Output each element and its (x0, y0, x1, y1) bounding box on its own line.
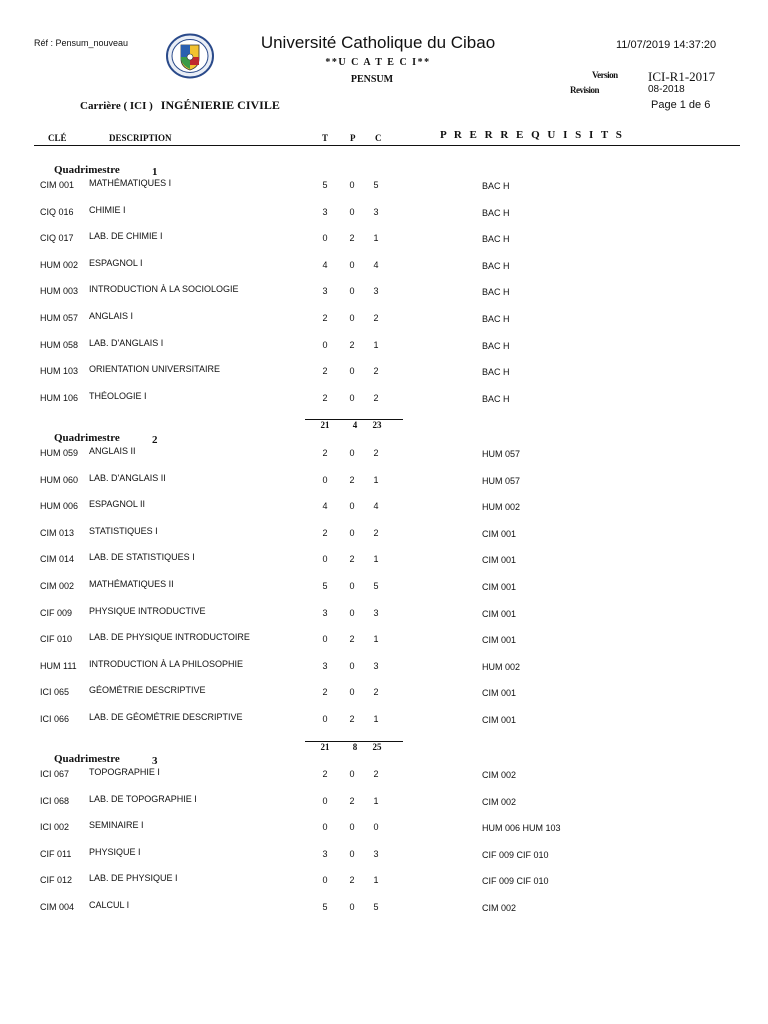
course-credits: 3 (373, 207, 379, 217)
course-credits: 4 (373, 501, 379, 511)
course-theory-hours: 5 (322, 581, 328, 591)
course-credits: 1 (373, 340, 379, 350)
course-practice-hours: 0 (349, 260, 355, 270)
course-theory-hours: 3 (322, 286, 328, 296)
course-description: STATISTIQUES I (89, 526, 158, 536)
course-practice-hours: 0 (349, 366, 355, 376)
course-prerequisites: HUM 002 (482, 502, 521, 512)
course-prerequisites: HUM 057 (482, 449, 521, 459)
version-value: ICI-R1-2017 (648, 69, 716, 84)
course-description: PHYSIQUE I (89, 847, 141, 857)
quadrimester-label: Quadrimestre (54, 432, 120, 444)
course-description: LAB. DE PHYSIQUE I (89, 873, 178, 883)
course-code: ICI 067 (40, 769, 70, 779)
course-prerequisites: CIM 001 (482, 609, 517, 619)
revision-value: 08-2018 (648, 84, 685, 95)
course-description: SEMINAIRE I (89, 820, 144, 830)
course-credits: 1 (373, 233, 379, 243)
column-header-prereq: P R E R R E Q U I S I T S (440, 129, 625, 141)
course-description: INTRODUCTION À LA SOCIOLOGIE (89, 284, 239, 294)
university-seal-icon (165, 33, 215, 79)
course-theory-hours: 0 (322, 714, 328, 724)
course-description: CHIMIE I (89, 205, 126, 215)
course-code: CIF 012 (40, 875, 73, 885)
course-code: CIM 002 (40, 581, 75, 591)
course-credits: 2 (373, 769, 379, 779)
course-credits: 1 (373, 554, 379, 564)
course-practice-hours: 2 (349, 714, 355, 724)
course-description: THÉOLOGIE I (89, 391, 147, 401)
course-practice-hours: 2 (349, 554, 355, 564)
course-code: CIF 011 (40, 849, 72, 859)
course-credits: 2 (373, 393, 379, 403)
course-code: HUM 002 (40, 260, 79, 270)
course-theory-hours: 4 (322, 260, 328, 270)
career-label: Carrière ( ICI ) (80, 100, 153, 112)
page-indicator: Page 1 de 6 (651, 99, 711, 111)
course-code: HUM 106 (40, 393, 79, 403)
column-header-p: P (350, 133, 356, 143)
course-credits: 3 (373, 661, 379, 671)
course-practice-hours: 0 (349, 769, 355, 779)
course-prerequisites: CIM 001 (482, 715, 517, 725)
course-credits: 2 (373, 366, 379, 376)
course-theory-hours: 4 (322, 501, 328, 511)
course-practice-hours: 2 (349, 233, 355, 243)
quadrimester-number: 3 (152, 755, 158, 767)
course-theory-hours: 2 (322, 528, 328, 538)
total-practice-hours: 4 (352, 420, 358, 430)
course-prerequisites: BAC H (482, 208, 510, 218)
quadrimester-label: Quadrimestre (54, 753, 120, 765)
course-practice-hours: 0 (349, 661, 355, 671)
course-practice-hours: 0 (349, 207, 355, 217)
course-description: PHYSIQUE INTRODUCTIVE (89, 606, 206, 616)
course-credits: 5 (373, 581, 379, 591)
course-credits: 3 (373, 608, 379, 618)
course-description: CALCUL I (89, 900, 130, 910)
report-reference: Réf : Pensum_nouveau (34, 38, 129, 48)
university-acronym: **U C A T E C I** (325, 57, 431, 68)
course-credits: 2 (373, 313, 379, 323)
course-prerequisites: BAC H (482, 394, 510, 404)
course-theory-hours: 2 (322, 687, 328, 697)
course-prerequisites: HUM 002 (482, 662, 521, 672)
course-credits: 5 (373, 902, 379, 912)
course-code: CIQ 016 (40, 207, 74, 217)
course-prerequisites: BAC H (482, 341, 510, 351)
course-prerequisites: BAC H (482, 181, 510, 191)
document-type: PENSUM (350, 74, 394, 85)
course-theory-hours: 3 (322, 207, 328, 217)
course-practice-hours: 0 (349, 687, 355, 697)
course-theory-hours: 5 (322, 902, 328, 912)
course-practice-hours: 2 (349, 634, 355, 644)
course-description: LAB. D'ANGLAIS I (89, 338, 164, 348)
course-theory-hours: 3 (322, 661, 328, 671)
course-practice-hours: 0 (349, 822, 355, 832)
course-prerequisites: BAC H (482, 314, 510, 324)
course-code: ICI 066 (40, 714, 70, 724)
column-header-t: T (322, 133, 329, 143)
course-theory-hours: 5 (322, 180, 328, 190)
course-description: GÉOMÉTRIE DESCRIPTIVE (89, 685, 206, 695)
course-practice-hours: 2 (349, 475, 355, 485)
course-theory-hours: 2 (322, 769, 328, 779)
course-credits: 2 (373, 687, 379, 697)
course-code: CIM 004 (40, 902, 75, 912)
course-code: CIF 010 (40, 634, 73, 644)
course-prerequisites: BAC H (482, 367, 510, 377)
course-code: CIF 009 (40, 608, 73, 618)
course-practice-hours: 0 (349, 448, 355, 458)
total-practice-hours: 8 (352, 742, 358, 752)
course-code: HUM 006 (40, 501, 79, 511)
course-practice-hours: 0 (349, 528, 355, 538)
course-code: HUM 111 (40, 661, 77, 671)
course-code: ICI 002 (40, 822, 70, 832)
course-practice-hours: 2 (349, 796, 355, 806)
course-description: LAB. DE STATISTIQUES I (89, 552, 195, 562)
course-prerequisites: CIF 009 CIF 010 (482, 876, 549, 886)
total-theory-hours: 21 (320, 420, 330, 430)
course-theory-hours: 0 (322, 475, 328, 485)
course-description: ANGLAIS II (89, 446, 136, 456)
course-credits: 3 (373, 849, 379, 859)
course-credits: 4 (373, 260, 379, 270)
course-code: CIM 001 (40, 180, 75, 190)
course-code: HUM 059 (40, 448, 79, 458)
course-prerequisites: CIM 002 (482, 770, 517, 780)
course-prerequisites: CIM 001 (482, 555, 517, 565)
course-prerequisites: HUM 006 HUM 103 (482, 823, 561, 833)
header-divider (34, 145, 740, 146)
total-credits: 25 (372, 742, 382, 752)
course-theory-hours: 0 (322, 554, 328, 564)
course-code: HUM 057 (40, 313, 79, 323)
course-credits: 1 (373, 875, 379, 885)
course-theory-hours: 0 (322, 340, 328, 350)
course-code: ICI 065 (40, 687, 70, 697)
course-code: CIQ 017 (40, 233, 74, 243)
course-prerequisites: HUM 057 (482, 476, 521, 486)
course-practice-hours: 0 (349, 180, 355, 190)
course-code: CIM 014 (40, 554, 75, 564)
quadrimester-number: 2 (152, 434, 158, 446)
course-practice-hours: 0 (349, 393, 355, 403)
course-code: HUM 060 (40, 475, 79, 485)
course-prerequisites: CIM 002 (482, 903, 517, 913)
career-heading (80, 98, 280, 113)
version-label: Version (592, 70, 618, 80)
print-datetime: 11/07/2019 14:37:20 (616, 39, 717, 51)
course-credits: 1 (373, 475, 379, 485)
quadrimester-number: 1 (152, 166, 158, 178)
course-credits: 0 (373, 822, 379, 832)
course-practice-hours: 0 (349, 902, 355, 912)
university-title: Université Catholique du Cibao (260, 33, 496, 52)
revision-label: Revision (570, 85, 600, 95)
course-description: LAB. D'ANGLAIS II (89, 473, 166, 483)
course-code: HUM 003 (40, 286, 79, 296)
course-credits: 1 (373, 634, 379, 644)
course-prerequisites: BAC H (482, 261, 510, 271)
course-practice-hours: 0 (349, 849, 355, 859)
course-theory-hours: 0 (322, 796, 328, 806)
course-prerequisites: BAC H (482, 287, 510, 297)
course-theory-hours: 2 (322, 313, 328, 323)
course-description: ANGLAIS I (89, 311, 134, 321)
career-name: INGÉNIERIE CIVILE (160, 98, 280, 112)
quadrimester-label: Quadrimestre (54, 164, 120, 176)
course-prerequisites: CIM 001 (482, 688, 517, 698)
course-credits: 2 (373, 448, 379, 458)
course-description: ESPAGNOL I (89, 258, 143, 268)
course-theory-hours: 3 (322, 608, 328, 618)
course-theory-hours: 0 (322, 233, 328, 243)
course-theory-hours: 0 (322, 822, 328, 832)
course-practice-hours: 0 (349, 581, 355, 591)
course-description: TOPOGRAPHIE I (89, 767, 160, 777)
course-description: MATHÉMATIQUES II (89, 579, 174, 589)
course-description: LAB. DE CHIMIE I (89, 231, 163, 241)
course-prerequisites: CIF 009 CIF 010 (482, 850, 549, 860)
course-code: ICI 068 (40, 796, 70, 806)
course-practice-hours: 0 (349, 501, 355, 511)
course-practice-hours: 2 (349, 340, 355, 350)
course-credits: 1 (373, 714, 379, 724)
course-description: LAB. DE GÉOMÉTRIE DESCRIPTIVE (89, 712, 243, 722)
course-prerequisites: CIM 002 (482, 797, 517, 807)
course-description: LAB. DE PHYSIQUE INTRODUCTOIRE (89, 632, 250, 642)
course-theory-hours: 2 (322, 448, 328, 458)
course-credits: 5 (373, 180, 379, 190)
course-theory-hours: 0 (322, 634, 328, 644)
course-description: LAB. DE TOPOGRAPHIE I (89, 794, 197, 804)
course-prerequisites: CIM 001 (482, 582, 517, 592)
course-prerequisites: CIM 001 (482, 529, 517, 539)
total-credits: 23 (372, 420, 382, 430)
course-code: CIM 013 (40, 528, 75, 538)
course-practice-hours: 0 (349, 608, 355, 618)
course-credits: 2 (373, 528, 379, 538)
course-credits: 3 (373, 286, 379, 296)
course-theory-hours: 2 (322, 366, 328, 376)
course-theory-hours: 3 (322, 849, 328, 859)
course-description: ESPAGNOL II (89, 499, 146, 509)
course-credits: 1 (373, 796, 379, 806)
course-description: ORIENTATION UNIVERSITAIRE (89, 364, 221, 374)
course-practice-hours: 0 (349, 286, 355, 296)
course-practice-hours: 2 (349, 875, 355, 885)
course-description: MATHÉMATIQUES I (89, 178, 172, 188)
course-code: HUM 103 (40, 366, 79, 376)
course-description: INTRODUCTION À LA PHILOSOPHIE (89, 659, 244, 669)
total-theory-hours: 21 (320, 742, 330, 752)
course-prerequisites: BAC H (482, 234, 510, 244)
course-practice-hours: 0 (349, 313, 355, 323)
course-prerequisites: CIM 001 (482, 635, 517, 645)
column-header-description: DESCRIPTION (109, 133, 172, 143)
course-theory-hours: 0 (322, 875, 328, 885)
course-code: HUM 058 (40, 340, 79, 350)
course-theory-hours: 2 (322, 393, 328, 403)
column-header-code: CLÉ (48, 133, 67, 143)
column-header-c: C (375, 133, 382, 143)
